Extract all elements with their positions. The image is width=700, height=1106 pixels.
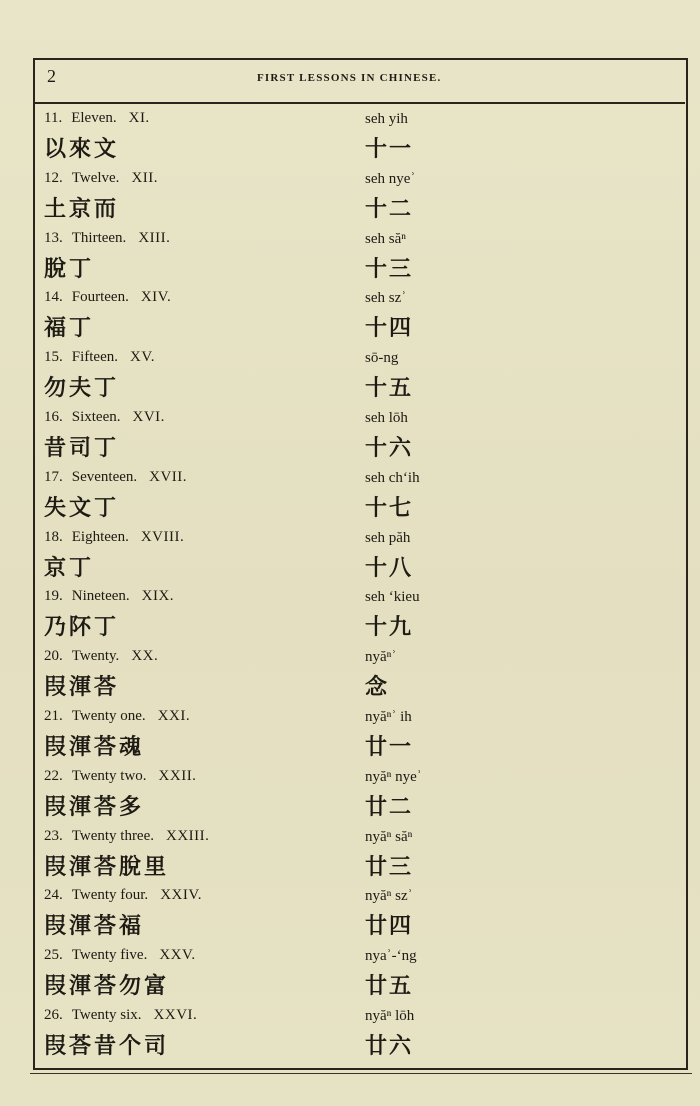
page-header (47, 64, 677, 90)
entry-english: Eighteen. (71, 528, 129, 545)
entry-label (44, 230, 170, 247)
entry-roman: XVIII. (140, 528, 185, 545)
entry-label (44, 170, 158, 187)
entry-numeral: 十三 (365, 256, 414, 282)
entry-roman: XXIII. (166, 827, 210, 844)
entry-roman: XV. (130, 349, 155, 366)
list-item (44, 708, 664, 768)
entry-reading: seh szʾ (365, 290, 407, 307)
entry-characters: 福丁 (44, 316, 95, 342)
entry-english: Twenty one. (71, 707, 146, 724)
entry-english: Fourteen. (71, 289, 129, 306)
entry-characters: 勿夫丁 (44, 376, 120, 402)
entry-english: Thirteen. (71, 229, 127, 246)
list-item (44, 349, 664, 409)
entry-numeral: 念 (365, 675, 390, 701)
entry-characters: 叚渾荅勿富 (44, 974, 170, 1000)
entry-number: 20. (44, 648, 63, 665)
entry-reading: seh săⁿ (365, 230, 406, 247)
entry-label (44, 349, 155, 366)
entry-reading: nyăⁿ lōh (365, 1007, 415, 1024)
entry-numeral: 十五 (365, 376, 414, 402)
entry-numeral: 廿四 (365, 914, 414, 940)
entry-number: 22. (44, 767, 63, 784)
entry-characters: 叚渾荅福 (44, 914, 145, 940)
entry-reading: seh ʻkieu (365, 589, 420, 606)
header-rule (35, 102, 685, 104)
running-title: FIRST LESSONS IN CHINESE. (257, 72, 442, 84)
entry-numeral: 廿三 (365, 854, 414, 880)
entry-label (44, 648, 158, 665)
entry-label (44, 469, 187, 486)
entry-reading: seh yih (365, 111, 408, 127)
entry-english: Twenty. (71, 648, 120, 665)
list-item (44, 768, 664, 828)
entry-characters: 土京而 (44, 196, 120, 222)
entry-roman: XII. (131, 169, 159, 186)
entry-numeral: 廿二 (365, 794, 414, 820)
entry-english: Eleven. (71, 110, 117, 126)
entry-characters: 昔司丁 (44, 435, 120, 461)
entry-reading: seh lōh (365, 409, 408, 426)
entry-number: 16. (44, 408, 63, 425)
entry-characters: 叚渾荅多 (44, 794, 145, 820)
entry-label (44, 947, 196, 964)
entry-number: 11. (44, 110, 63, 126)
entry-reading: nyăⁿ săⁿ (365, 828, 413, 845)
entry-english: Twenty four. (71, 887, 149, 904)
entry-english: Twelve. (71, 169, 120, 186)
entry-reading: nyăⁿʾ (365, 649, 397, 666)
entry-characters: 京丁 (44, 555, 95, 581)
list-item (44, 110, 664, 170)
entry-roman: XIX. (141, 588, 175, 605)
entry-characters: 以來文 (44, 137, 120, 162)
entry-numeral: 十一 (365, 137, 414, 162)
entry-label (44, 768, 196, 785)
entry-roman: XVII. (149, 468, 188, 485)
entry-numeral: 廿一 (365, 734, 414, 760)
entry-roman: XVI. (132, 408, 165, 425)
list-item (44, 648, 664, 708)
list-item (44, 529, 664, 589)
entry-numeral: 十六 (365, 435, 414, 461)
list-item (44, 828, 664, 888)
entry-characters: 失文丁 (44, 495, 120, 521)
entry-number: 26. (44, 1006, 63, 1023)
list-item (44, 289, 664, 349)
entry-reading: nyăⁿʾ ih (365, 708, 412, 725)
entry-english: Sixteen. (71, 408, 121, 425)
list-item (44, 947, 664, 1007)
entry-reading: sō-ng (365, 350, 399, 367)
entry-label (44, 828, 209, 845)
entry-numeral: 廿六 (365, 1033, 414, 1059)
entry-number: 21. (44, 707, 63, 724)
entry-characters: 叚荅昔个司 (44, 1033, 170, 1059)
list-item (44, 469, 664, 529)
entry-roman: XXII. (158, 767, 197, 784)
entry-reading: nyaʾ-ʻng (365, 948, 417, 965)
entry-label (44, 529, 184, 546)
entry-numeral: 廿五 (365, 974, 414, 1000)
entry-english: Twenty two. (71, 767, 147, 784)
entry-number: 15. (44, 349, 63, 366)
list-item (44, 230, 664, 290)
entry-label (44, 289, 171, 306)
bottom-rule (30, 1073, 692, 1074)
entry-english: Seventeen. (71, 468, 138, 485)
entry-roman: XIV. (140, 289, 172, 306)
entry-label (44, 887, 202, 904)
entry-reading: seh păh (365, 529, 411, 546)
entry-characters: 乃阫丁 (44, 615, 120, 641)
entry-number: 18. (44, 528, 63, 545)
entry-numeral: 十四 (365, 316, 414, 342)
entry-number: 24. (44, 887, 63, 904)
entry-roman: XIII. (138, 229, 171, 246)
entry-english: Twenty six. (71, 1006, 142, 1023)
entry-roman: XXIV. (160, 887, 202, 904)
entry-numeral: 十九 (365, 615, 414, 641)
entry-number: 23. (44, 827, 63, 844)
entry-number: 12. (44, 169, 63, 186)
entry-characters: 脫丁 (44, 256, 95, 282)
entry-characters: 叚渾荅魂 (44, 734, 145, 760)
entry-roman: XXVI. (153, 1006, 198, 1023)
entry-roman: XXV. (159, 947, 196, 964)
entry-label (44, 110, 150, 127)
entry-label (44, 1007, 197, 1024)
entry-roman: XXI. (157, 707, 191, 724)
list-item (44, 1007, 664, 1067)
entry-numeral: 十七 (365, 495, 414, 521)
entry-reading: nyăⁿ nyeʾ (365, 768, 422, 785)
list-item (44, 887, 664, 947)
entry-numeral: 十二 (365, 196, 414, 222)
entry-reading: nyăⁿ szʾ (365, 888, 413, 905)
entry-english: Twenty three. (71, 827, 155, 844)
entry-english: Twenty five. (71, 947, 148, 964)
list-item (44, 170, 664, 230)
entry-english: Fifteen. (71, 349, 118, 366)
entry-reading: seh nyeʾ (365, 170, 416, 187)
entry-roman: XI. (128, 110, 150, 126)
entry-number: 19. (44, 588, 63, 605)
entry-number: 25. (44, 947, 63, 964)
entry-characters: 叚渾荅 (44, 675, 120, 701)
entry-label (44, 588, 174, 605)
list-item (44, 588, 664, 648)
entry-label (44, 409, 165, 426)
entry-english: Nineteen. (71, 588, 130, 605)
entry-roman: XX. (131, 648, 159, 665)
numeral-list (44, 110, 664, 1067)
entry-number: 17. (44, 468, 63, 485)
entry-characters: 叚渾荅脫里 (44, 854, 170, 880)
entry-label (44, 708, 190, 725)
entry-number: 13. (44, 229, 63, 246)
entry-number: 14. (44, 289, 63, 306)
entry-numeral: 十八 (365, 555, 414, 581)
list-item (44, 409, 664, 469)
entry-reading: seh chʻih (365, 469, 420, 486)
page-number: 2 (47, 66, 56, 86)
